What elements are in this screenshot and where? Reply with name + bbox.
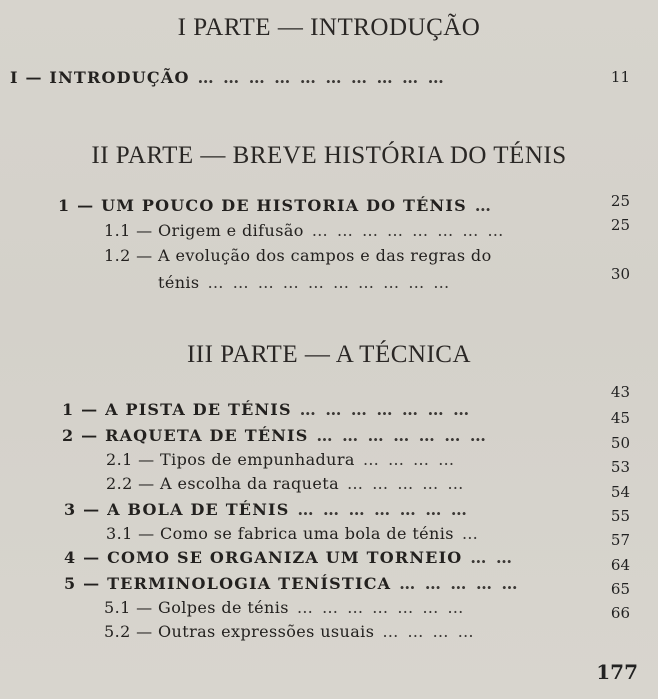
part-heading-3: III PARTE — A TÉCNICA <box>186 341 472 368</box>
toc-leader: … … … … … … … <box>297 500 469 519</box>
toc-leader: … … … … <box>362 450 457 469</box>
toc-entry-expressoes <box>104 622 476 641</box>
toc-leader: … … … … … <box>347 474 466 493</box>
toc-page-number: 25 <box>610 216 630 234</box>
toc-entry-text: 2 — RAQUETA DE TÉNIS <box>62 426 309 445</box>
toc-page-number: 11 <box>610 68 630 86</box>
toc-entry-torneio <box>64 548 514 567</box>
part-heading-1: I PARTE — INTRODUÇÃO <box>177 14 481 41</box>
toc-leader: … … … … … … … … <box>311 221 506 240</box>
toc-entry-text: 1 — A PISTA DE TÉNIS <box>62 400 292 419</box>
toc-leader: … <box>461 524 480 543</box>
toc-entry-empunhadura <box>106 450 456 469</box>
page-number: 177 <box>596 660 638 684</box>
toc-page-number: 54 <box>610 483 630 501</box>
toc-entry-pista <box>62 400 471 419</box>
toc-entry-evolucao <box>104 246 492 265</box>
toc-leader: … … … … … … … <box>299 400 472 419</box>
toc-leader: … … … … … <box>399 574 520 593</box>
toc-page-number: 64 <box>610 556 630 574</box>
toc-leader: … … … … … … … … … … <box>207 273 452 292</box>
toc-entry-text: 3.1 — Como se fabrica uma bola de ténis <box>106 524 454 543</box>
toc-page-number: 53 <box>610 458 630 476</box>
toc-entry-text: 5 — TERMINOLOGIA TENÍSTICA <box>64 574 392 593</box>
toc-entry-text: 5.2 — Outras expressões usuais <box>104 622 375 641</box>
toc-entry-origem <box>104 221 505 240</box>
toc-leader: … … … … … … … <box>316 426 488 445</box>
toc-page-number: 57 <box>610 531 630 549</box>
toc-entry-text: I — INTRODUÇÃO <box>10 68 190 87</box>
toc-entry-text: ténis <box>158 273 200 292</box>
toc-leader: … … … … … … … <box>296 598 466 617</box>
toc-entry-raqueta <box>62 426 488 445</box>
toc-entry-text: 1.2 — A evolução dos campos e das regras do <box>104 246 492 265</box>
toc-entry-bola <box>64 500 469 519</box>
toc-entry-text: 1 — UM POUCO DE HISTORIA DO TÉNIS <box>58 196 467 215</box>
toc-page-number: 25 <box>610 192 630 210</box>
toc-page-number: 65 <box>610 580 630 598</box>
toc-entry-text: 5.1 — Golpes de ténis <box>104 598 289 617</box>
toc-entry-fabrica <box>106 524 480 543</box>
toc-entry-text: 2.2 — A escolha da raqueta <box>106 474 340 493</box>
toc-entry-historia <box>58 196 493 215</box>
part-heading-2: II PARTE — BREVE HISTÓRIA DO TÉNIS <box>91 142 567 169</box>
toc-page-number: 43 <box>610 383 630 401</box>
toc-page-number: 66 <box>610 604 630 622</box>
toc-page-number: 45 <box>610 409 630 427</box>
toc-entry-evolucao-cont <box>158 273 451 292</box>
toc-entry-escolha <box>106 474 465 493</box>
toc-entry-golpes <box>104 598 465 617</box>
toc-entry-text: 4 — COMO SE ORGANIZA UM TORNEIO <box>64 548 463 567</box>
toc-page-number: 55 <box>610 507 630 525</box>
toc-leader: … … … … <box>382 622 476 641</box>
toc-entry-introducao <box>10 68 446 87</box>
toc-entry-text: 1.1 — Origem e difusão <box>104 221 304 240</box>
toc-page-number: 30 <box>610 265 630 283</box>
toc-leader: … <box>474 196 493 215</box>
toc-entry-text: 3 — A BOLA DE TÉNIS <box>64 500 290 519</box>
toc-entry-text: 2.1 — Tipos de empunhadura <box>106 450 355 469</box>
toc-leader: … … <box>470 548 514 567</box>
toc-page-number: 50 <box>610 434 630 452</box>
toc-leader: … … … … … … … … … … <box>197 68 446 87</box>
toc-entry-terminologia <box>64 574 520 593</box>
